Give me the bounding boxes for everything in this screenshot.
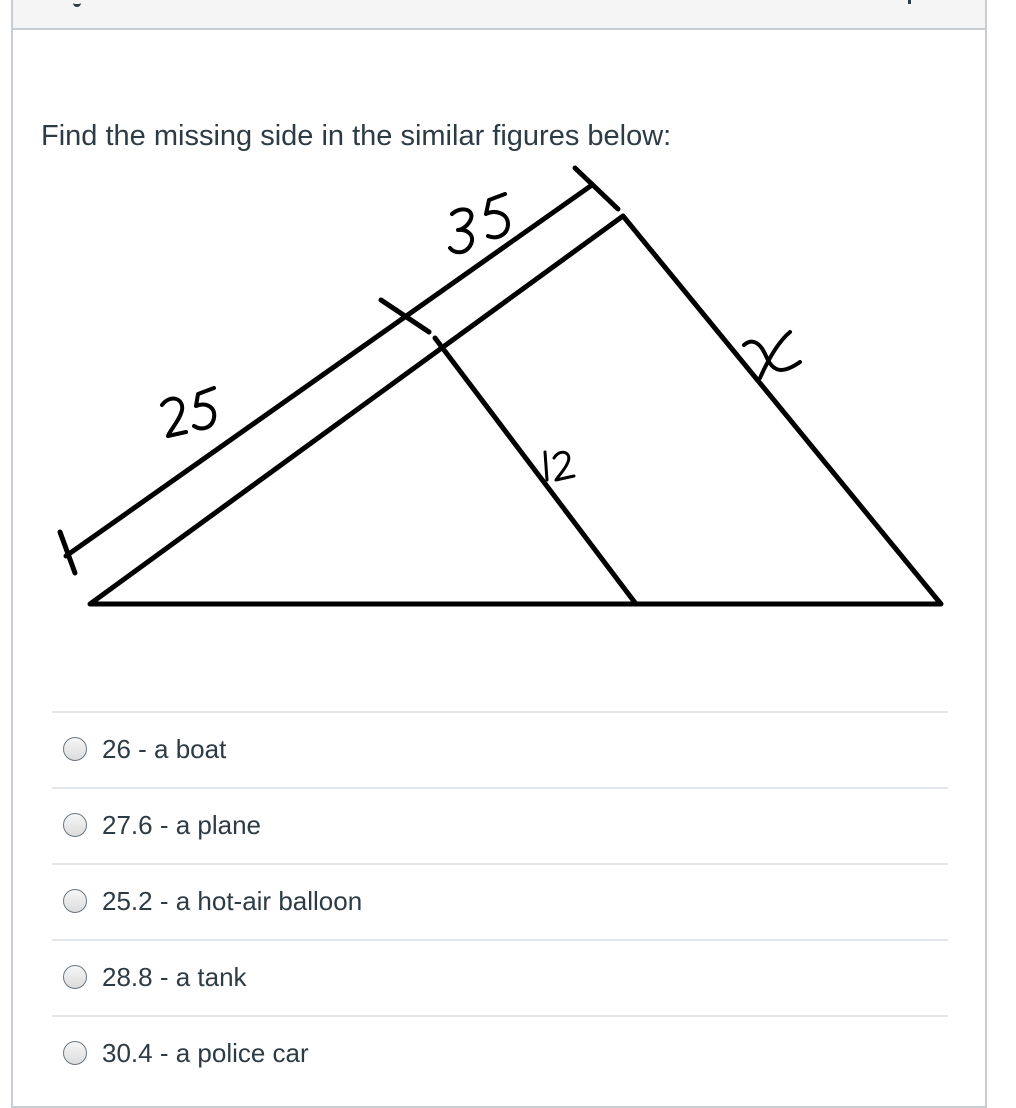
label-35-glyph (450, 194, 508, 252)
answer-label: 25.2 - a hot-air balloon (102, 886, 363, 916)
label-25: 25 (190, 415, 192, 416)
answer-option[interactable] (52, 1015, 948, 1091)
inner-segment (435, 338, 636, 604)
label-25-glyph (162, 388, 214, 436)
radio-button[interactable] (63, 737, 87, 761)
answer-label: 30.4 - a police car (102, 1038, 309, 1068)
label-35: 35 (480, 230, 482, 231)
radio-button[interactable] (63, 813, 87, 837)
answer-option[interactable] (52, 939, 948, 1015)
large-triangle (90, 216, 941, 604)
dimension-tick-end (575, 168, 618, 209)
radio-button[interactable] (63, 889, 87, 913)
radio-button[interactable] (63, 965, 87, 989)
answer-list (52, 711, 948, 1091)
label-12-glyph (545, 452, 574, 480)
dimension-line (66, 185, 592, 556)
answer-label: 27.6 - a plane (102, 810, 262, 840)
answer-label: 26 - a boat (102, 734, 227, 764)
answer-option[interactable] (52, 863, 948, 939)
label-x: x (772, 358, 773, 359)
answer-option[interactable] (52, 711, 948, 787)
label-12: 12 (560, 468, 562, 469)
question-text: Find the missing side in the similar figures below: (41, 120, 672, 152)
radio-button[interactable] (63, 1041, 87, 1065)
answer-option[interactable] (52, 787, 948, 863)
answer-label: 28.8 - a tank (102, 962, 247, 992)
